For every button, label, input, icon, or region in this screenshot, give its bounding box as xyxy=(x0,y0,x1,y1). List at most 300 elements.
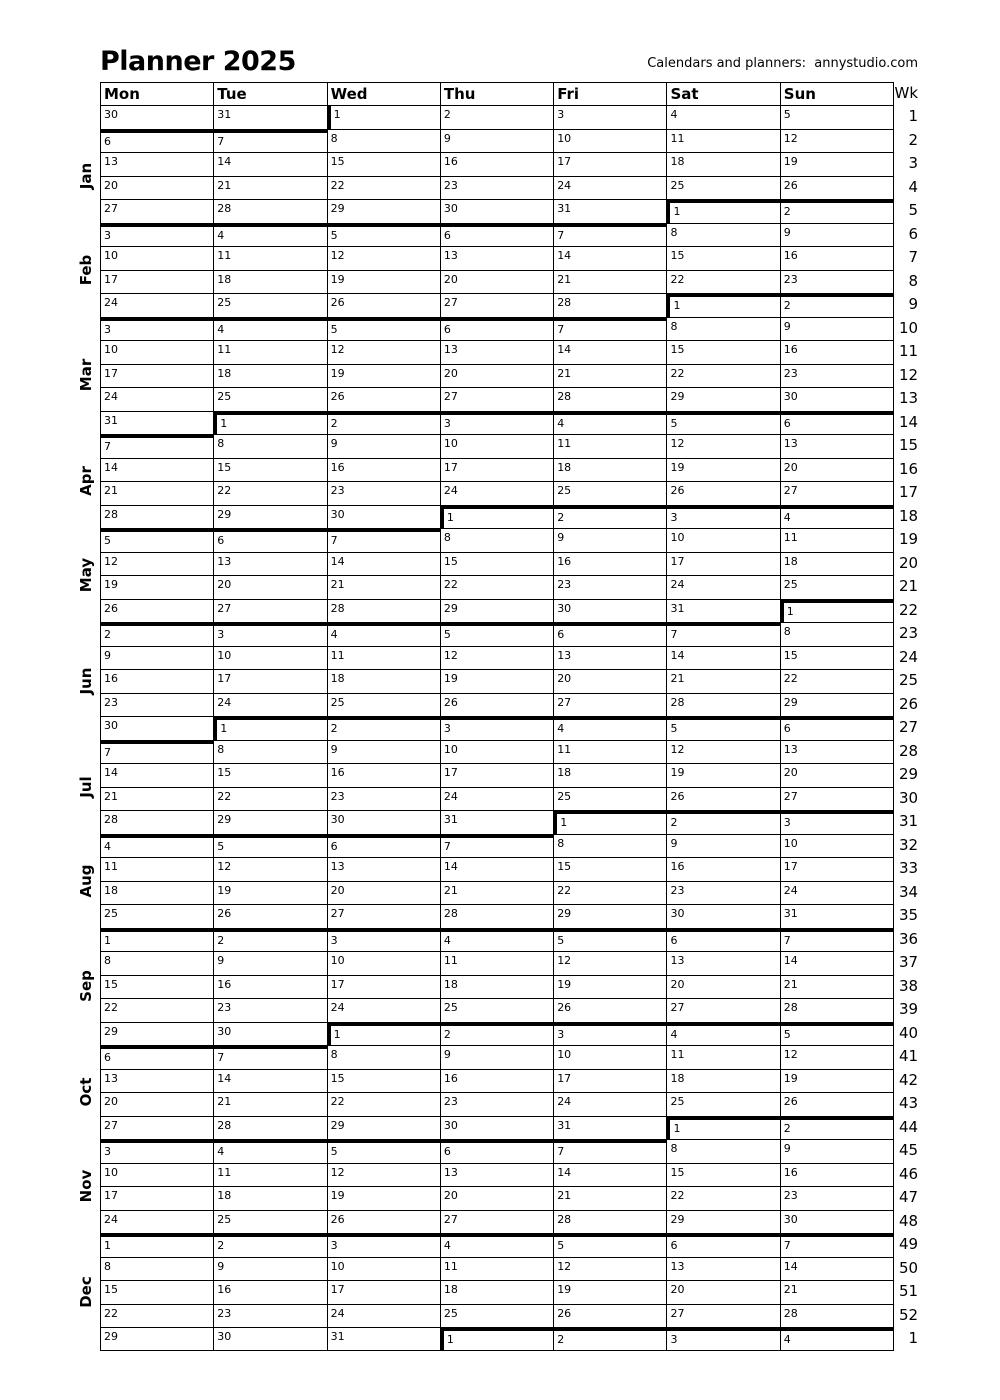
day-cell: 10 xyxy=(100,246,213,270)
week-number: 7 xyxy=(893,246,921,270)
month-label-jan: Jan xyxy=(77,162,95,189)
day-cell: 10 xyxy=(213,646,326,670)
day-cell: 6 xyxy=(327,834,440,858)
day-cell: 31 xyxy=(780,904,893,928)
day-cell: 21 xyxy=(100,481,213,505)
day-cell: 20 xyxy=(666,975,779,999)
day-cell: 10 xyxy=(327,951,440,975)
day-cell: 7 xyxy=(100,740,213,764)
day-cell: 14 xyxy=(666,646,779,670)
day-cell: 20 xyxy=(440,364,553,388)
day-cell: 17 xyxy=(213,669,326,693)
day-cell: 10 xyxy=(100,340,213,364)
day-cell: 27 xyxy=(780,787,893,811)
week-number: 46 xyxy=(893,1163,921,1187)
day-cell: 28 xyxy=(553,293,666,317)
day-cell: 13 xyxy=(440,340,553,364)
day-cell: 1 xyxy=(666,293,779,317)
day-cell: 12 xyxy=(780,129,893,153)
day-cell: 16 xyxy=(440,152,553,176)
day-cell: 4 xyxy=(666,1022,779,1046)
day-cell: 3 xyxy=(666,1327,779,1351)
day-cell: 12 xyxy=(780,1045,893,1069)
day-cell: 7 xyxy=(553,1139,666,1163)
day-cell: 28 xyxy=(780,1304,893,1328)
day-cell: 14 xyxy=(213,1069,326,1093)
day-cell: 19 xyxy=(553,1280,666,1304)
day-cell: 15 xyxy=(213,763,326,787)
month-label-feb: Feb xyxy=(77,254,95,285)
day-cell: 20 xyxy=(553,669,666,693)
month-label-dec: Dec xyxy=(77,1275,95,1308)
day-cell: 24 xyxy=(440,481,553,505)
day-cell: 24 xyxy=(213,693,326,717)
day-cell: 31 xyxy=(553,199,666,223)
day-cell: 3 xyxy=(100,223,213,247)
day-cell: 3 xyxy=(213,622,326,646)
day-cell: 4 xyxy=(440,928,553,952)
week-number: 10 xyxy=(893,317,921,341)
week-number: 13 xyxy=(893,387,921,411)
month-label-sep: Sep xyxy=(77,970,95,1003)
day-cell: 20 xyxy=(440,1186,553,1210)
day-cell: 3 xyxy=(100,1139,213,1163)
day-cell: 24 xyxy=(666,575,779,599)
day-cell: 23 xyxy=(213,998,326,1022)
day-cell: 30 xyxy=(780,1210,893,1234)
day-cell: 16 xyxy=(327,458,440,482)
day-cell: 4 xyxy=(213,317,326,341)
day-cell: 28 xyxy=(213,1116,326,1140)
day-cell: 14 xyxy=(213,152,326,176)
month-label-oct: Oct xyxy=(77,1077,95,1107)
day-cell: 17 xyxy=(100,364,213,388)
day-cell: 8 xyxy=(100,951,213,975)
month-label-aug: Aug xyxy=(77,863,95,898)
day-cell: 27 xyxy=(440,1210,553,1234)
day-cell: 17 xyxy=(553,1069,666,1093)
day-cell: 27 xyxy=(100,1116,213,1140)
day-cell: 27 xyxy=(100,199,213,223)
day-cell: 2 xyxy=(213,928,326,952)
day-cell: 26 xyxy=(440,693,553,717)
day-cell: 30 xyxy=(213,1327,326,1351)
day-cell: 16 xyxy=(327,763,440,787)
day-cell: 15 xyxy=(327,152,440,176)
month-labels-rail xyxy=(0,0,100,1400)
day-cell: 23 xyxy=(780,270,893,294)
day-cell: 21 xyxy=(553,1186,666,1210)
day-cell: 28 xyxy=(100,505,213,529)
week-number: 2 xyxy=(893,129,921,153)
day-cell: 2 xyxy=(780,199,893,223)
day-cell: 15 xyxy=(100,975,213,999)
column-header-mon: Mon xyxy=(100,82,213,105)
day-cell: 12 xyxy=(666,434,779,458)
day-cell: 23 xyxy=(780,364,893,388)
week-number: 48 xyxy=(893,1210,921,1234)
day-cell: 6 xyxy=(440,1139,553,1163)
day-cell: 14 xyxy=(553,246,666,270)
week-number: 32 xyxy=(893,834,921,858)
day-cell: 8 xyxy=(666,1139,779,1163)
day-cell: 13 xyxy=(327,857,440,881)
day-cell: 28 xyxy=(553,387,666,411)
day-cell: 25 xyxy=(553,481,666,505)
day-cell: 2 xyxy=(780,293,893,317)
day-cell: 24 xyxy=(100,1210,213,1234)
day-cell: 3 xyxy=(780,810,893,834)
day-cell: 13 xyxy=(440,1163,553,1187)
week-number: 8 xyxy=(893,270,921,294)
day-cell: 10 xyxy=(100,1163,213,1187)
day-cell: 19 xyxy=(666,763,779,787)
day-cell: 11 xyxy=(666,129,779,153)
day-cell: 15 xyxy=(213,458,326,482)
day-cell: 6 xyxy=(666,1233,779,1257)
day-cell: 7 xyxy=(780,928,893,952)
day-cell: 25 xyxy=(553,787,666,811)
day-cell: 22 xyxy=(553,881,666,905)
week-number: 29 xyxy=(893,763,921,787)
day-cell: 5 xyxy=(327,223,440,247)
day-cell: 6 xyxy=(780,411,893,435)
day-cell: 27 xyxy=(553,693,666,717)
day-cell: 10 xyxy=(553,129,666,153)
day-cell: 21 xyxy=(213,1092,326,1116)
day-cell: 2 xyxy=(666,810,779,834)
day-cell: 8 xyxy=(327,1045,440,1069)
day-cell: 11 xyxy=(553,740,666,764)
day-cell: 15 xyxy=(327,1069,440,1093)
day-cell: 20 xyxy=(666,1280,779,1304)
day-cell: 3 xyxy=(327,1233,440,1257)
week-number: 38 xyxy=(893,975,921,999)
day-cell: 2 xyxy=(327,411,440,435)
day-cell: 13 xyxy=(666,1257,779,1281)
day-cell: 12 xyxy=(327,1163,440,1187)
day-cell: 1 xyxy=(780,599,893,623)
day-cell: 29 xyxy=(666,1210,779,1234)
day-cell: 30 xyxy=(327,810,440,834)
day-cell: 5 xyxy=(666,411,779,435)
day-cell: 4 xyxy=(553,411,666,435)
day-cell: 31 xyxy=(666,599,779,623)
day-cell: 16 xyxy=(780,1163,893,1187)
week-number: 4 xyxy=(893,176,921,200)
week-number: 21 xyxy=(893,575,921,599)
day-cell: 11 xyxy=(213,340,326,364)
day-cell: 13 xyxy=(780,434,893,458)
day-cell: 8 xyxy=(213,434,326,458)
day-cell: 25 xyxy=(440,1304,553,1328)
week-number: 12 xyxy=(893,364,921,388)
day-cell: 1 xyxy=(666,1116,779,1140)
day-cell: 11 xyxy=(666,1045,779,1069)
day-cell: 22 xyxy=(100,998,213,1022)
day-cell: 30 xyxy=(666,904,779,928)
day-cell: 6 xyxy=(100,129,213,153)
day-cell: 23 xyxy=(440,176,553,200)
day-cell: 6 xyxy=(213,528,326,552)
week-number: 30 xyxy=(893,787,921,811)
day-cell: 19 xyxy=(440,669,553,693)
day-cell: 28 xyxy=(666,693,779,717)
day-cell: 8 xyxy=(213,740,326,764)
day-cell: 24 xyxy=(553,176,666,200)
day-cell: 31 xyxy=(213,105,326,129)
week-number: 1 xyxy=(893,105,921,129)
day-cell: 23 xyxy=(666,881,779,905)
day-cell: 24 xyxy=(553,1092,666,1116)
day-cell: 6 xyxy=(440,317,553,341)
week-number: 33 xyxy=(893,857,921,881)
day-cell: 21 xyxy=(553,364,666,388)
day-cell: 13 xyxy=(100,1069,213,1093)
column-header-wed: Wed xyxy=(327,82,440,105)
day-cell: 22 xyxy=(440,575,553,599)
day-cell: 12 xyxy=(100,552,213,576)
day-cell: 12 xyxy=(553,1257,666,1281)
day-cell: 20 xyxy=(100,176,213,200)
day-cell: 11 xyxy=(213,1163,326,1187)
day-cell: 11 xyxy=(100,857,213,881)
month-label-may: May xyxy=(77,557,95,593)
day-cell: 23 xyxy=(213,1304,326,1328)
day-cell: 4 xyxy=(780,505,893,529)
day-cell: 22 xyxy=(213,787,326,811)
day-cell: 31 xyxy=(553,1116,666,1140)
day-cell: 3 xyxy=(553,1022,666,1046)
day-cell: 20 xyxy=(780,763,893,787)
day-cell: 14 xyxy=(440,857,553,881)
day-cell: 13 xyxy=(780,740,893,764)
day-cell: 9 xyxy=(440,1045,553,1069)
day-cell: 25 xyxy=(440,998,553,1022)
day-cell: 16 xyxy=(780,340,893,364)
day-cell: 16 xyxy=(553,552,666,576)
day-cell: 18 xyxy=(327,669,440,693)
day-cell: 1 xyxy=(440,505,553,529)
day-cell: 21 xyxy=(100,787,213,811)
day-cell: 22 xyxy=(780,669,893,693)
day-cell: 2 xyxy=(553,505,666,529)
week-number: 24 xyxy=(893,646,921,670)
week-number: 51 xyxy=(893,1280,921,1304)
day-cell: 11 xyxy=(553,434,666,458)
day-cell: 1 xyxy=(327,1022,440,1046)
day-cell: 2 xyxy=(440,105,553,129)
day-cell: 24 xyxy=(327,1304,440,1328)
day-cell: 7 xyxy=(213,129,326,153)
day-cell: 10 xyxy=(440,434,553,458)
week-number: 14 xyxy=(893,411,921,435)
day-cell: 15 xyxy=(100,1280,213,1304)
day-cell: 26 xyxy=(100,599,213,623)
day-cell: 9 xyxy=(327,740,440,764)
day-cell: 12 xyxy=(327,340,440,364)
day-cell: 25 xyxy=(327,693,440,717)
day-cell: 28 xyxy=(100,810,213,834)
day-cell: 9 xyxy=(666,834,779,858)
day-cell: 23 xyxy=(553,575,666,599)
day-cell: 3 xyxy=(553,105,666,129)
week-number: 35 xyxy=(893,904,921,928)
day-cell: 7 xyxy=(666,622,779,646)
day-cell: 11 xyxy=(213,246,326,270)
day-cell: 21 xyxy=(327,575,440,599)
day-cell: 1 xyxy=(100,1233,213,1257)
credit-text: Calendars and planners: annystudio.com xyxy=(647,56,918,71)
week-number: 31 xyxy=(893,810,921,834)
day-cell: 25 xyxy=(666,176,779,200)
day-cell: 21 xyxy=(213,176,326,200)
day-cell: 28 xyxy=(327,599,440,623)
day-cell: 2 xyxy=(780,1116,893,1140)
day-cell: 4 xyxy=(440,1233,553,1257)
day-cell: 22 xyxy=(327,1092,440,1116)
day-cell: 18 xyxy=(213,270,326,294)
week-number: 44 xyxy=(893,1116,921,1140)
day-cell: 13 xyxy=(213,552,326,576)
column-header-sat: Sat xyxy=(666,82,779,105)
week-number: 39 xyxy=(893,998,921,1022)
day-cell: 30 xyxy=(100,716,213,740)
week-number: 47 xyxy=(893,1186,921,1210)
day-cell: 26 xyxy=(666,787,779,811)
day-cell: 11 xyxy=(440,951,553,975)
day-cell: 24 xyxy=(440,787,553,811)
day-cell: 18 xyxy=(213,364,326,388)
day-cell: 8 xyxy=(553,834,666,858)
day-cell: 30 xyxy=(213,1022,326,1046)
day-cell: 29 xyxy=(327,199,440,223)
day-cell: 17 xyxy=(327,975,440,999)
week-number: 36 xyxy=(893,928,921,952)
day-cell: 23 xyxy=(100,693,213,717)
month-label-nov: Nov xyxy=(77,1169,95,1203)
day-cell: 5 xyxy=(327,1139,440,1163)
day-cell: 8 xyxy=(100,1257,213,1281)
planner-grid xyxy=(100,82,921,1351)
day-cell: 11 xyxy=(780,528,893,552)
day-cell: 27 xyxy=(327,904,440,928)
day-cell: 30 xyxy=(553,599,666,623)
day-cell: 22 xyxy=(213,481,326,505)
day-cell: 6 xyxy=(780,716,893,740)
week-number: 17 xyxy=(893,481,921,505)
day-cell: 9 xyxy=(780,317,893,341)
day-cell: 2 xyxy=(100,622,213,646)
day-cell: 22 xyxy=(666,1186,779,1210)
day-cell: 18 xyxy=(666,152,779,176)
day-cell: 2 xyxy=(440,1022,553,1046)
day-cell: 27 xyxy=(213,599,326,623)
week-number: 28 xyxy=(893,740,921,764)
day-cell: 18 xyxy=(780,552,893,576)
day-cell: 9 xyxy=(780,1139,893,1163)
day-cell: 14 xyxy=(553,340,666,364)
day-cell: 26 xyxy=(327,293,440,317)
day-cell: 11 xyxy=(440,1257,553,1281)
day-cell: 29 xyxy=(100,1327,213,1351)
day-cell: 13 xyxy=(553,646,666,670)
day-cell: 4 xyxy=(553,716,666,740)
day-cell: 7 xyxy=(553,223,666,247)
day-cell: 18 xyxy=(440,1280,553,1304)
day-cell: 16 xyxy=(100,669,213,693)
day-cell: 27 xyxy=(666,998,779,1022)
day-cell: 7 xyxy=(780,1233,893,1257)
day-cell: 26 xyxy=(213,904,326,928)
month-label-jul: Jul xyxy=(77,775,95,798)
week-number: 26 xyxy=(893,693,921,717)
day-cell: 20 xyxy=(100,1092,213,1116)
day-cell: 3 xyxy=(440,716,553,740)
day-cell: 23 xyxy=(327,787,440,811)
day-cell: 22 xyxy=(100,1304,213,1328)
day-cell: 28 xyxy=(440,904,553,928)
day-cell: 12 xyxy=(213,857,326,881)
day-cell: 19 xyxy=(213,881,326,905)
day-cell: 26 xyxy=(780,176,893,200)
day-cell: 29 xyxy=(666,387,779,411)
day-cell: 30 xyxy=(327,505,440,529)
day-cell: 22 xyxy=(666,364,779,388)
day-cell: 1 xyxy=(666,199,779,223)
day-cell: 2 xyxy=(327,716,440,740)
column-header-sun: Sun xyxy=(780,82,893,105)
day-cell: 13 xyxy=(100,152,213,176)
day-cell: 18 xyxy=(553,763,666,787)
day-cell: 3 xyxy=(100,317,213,341)
day-cell: 21 xyxy=(440,881,553,905)
week-number: 40 xyxy=(893,1022,921,1046)
day-cell: 10 xyxy=(327,1257,440,1281)
day-cell: 23 xyxy=(780,1186,893,1210)
day-cell: 21 xyxy=(553,270,666,294)
day-cell: 17 xyxy=(100,270,213,294)
day-cell: 17 xyxy=(440,458,553,482)
day-cell: 14 xyxy=(780,951,893,975)
day-cell: 20 xyxy=(780,458,893,482)
day-cell: 4 xyxy=(666,105,779,129)
day-cell: 10 xyxy=(440,740,553,764)
column-header-tue: Tue xyxy=(213,82,326,105)
day-cell: 5 xyxy=(553,1233,666,1257)
week-number: 6 xyxy=(893,223,921,247)
day-cell: 30 xyxy=(780,387,893,411)
day-cell: 9 xyxy=(327,434,440,458)
day-cell: 30 xyxy=(100,105,213,129)
day-cell: 23 xyxy=(440,1092,553,1116)
day-cell: 8 xyxy=(666,223,779,247)
day-cell: 27 xyxy=(666,1304,779,1328)
day-cell: 14 xyxy=(327,552,440,576)
day-cell: 18 xyxy=(100,881,213,905)
week-number: 22 xyxy=(893,599,921,623)
day-cell: 16 xyxy=(666,857,779,881)
week-number: 9 xyxy=(893,293,921,317)
day-cell: 25 xyxy=(780,575,893,599)
day-cell: 12 xyxy=(666,740,779,764)
day-cell: 1 xyxy=(327,105,440,129)
page-title: Planner 2025 xyxy=(100,46,296,77)
day-cell: 4 xyxy=(213,1139,326,1163)
day-cell: 15 xyxy=(666,340,779,364)
day-cell: 18 xyxy=(553,458,666,482)
column-header-thu: Thu xyxy=(440,82,553,105)
